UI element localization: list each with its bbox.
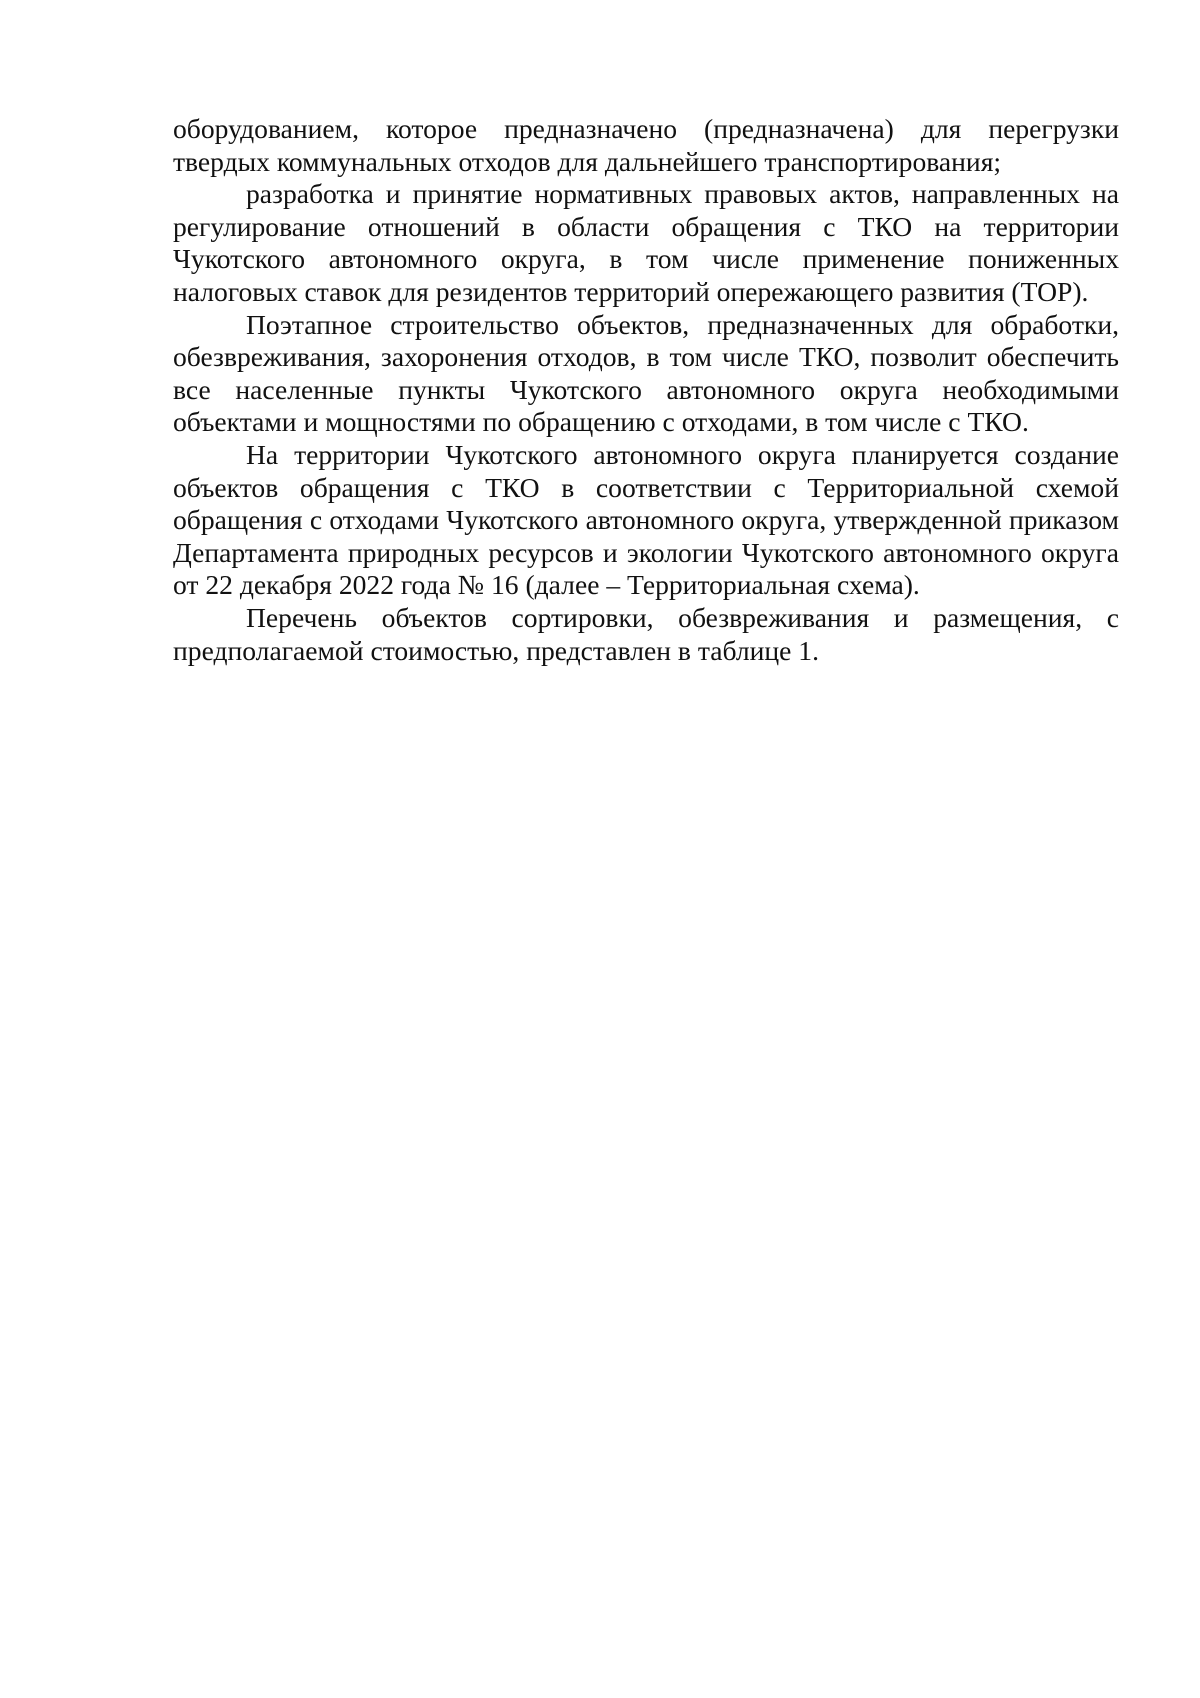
paragraph-regulatory-acts: разработка и принятие нормативных правовых актов, направленных на регулирование отношений в области обращения с ТКО на территории Чукотского автономного округа, в том числе применение пониженных налоговых ставок для резидентов территорий опережающего развития (ТОР).	[173, 178, 1119, 307]
paragraph-phased-construction: Поэтапное строительство объектов, предназначенных для обработки, обезвреживания, захоронения отходов, в том числе ТКО, позволит обеспечить все населенные пункты Чукотского автономного округа необходимыми объектами и мощностями по обращению с отходами, в том числе с ТКО.	[173, 308, 1119, 438]
paragraph-equipment-continuation: оборудованием, которое предназначено (предназначена) для перегрузки твердых коммунальных отходов для дальнейшего транспортирования;	[173, 113, 1119, 177]
document-body	[173, 113, 1119, 667]
paragraph-territorial-scheme: На территории Чукотского автономного округа планируется создание объектов обращения с ТКО в соответствии с Территориальной схемой обращения с отходами Чукотского автономного округа, утвержденной приказом Департамента природных ресурсов и экологии Чукотского автономного округа от 22 декабря 2022 года № 16 (далее – Территориальная схема).	[173, 438, 1119, 601]
paragraph-facilities-list-reference: Перечень объектов сортировки, обезвреживания и размещения, с предполагаемой стоимостью, представлен в таблице 1.	[173, 601, 1119, 666]
